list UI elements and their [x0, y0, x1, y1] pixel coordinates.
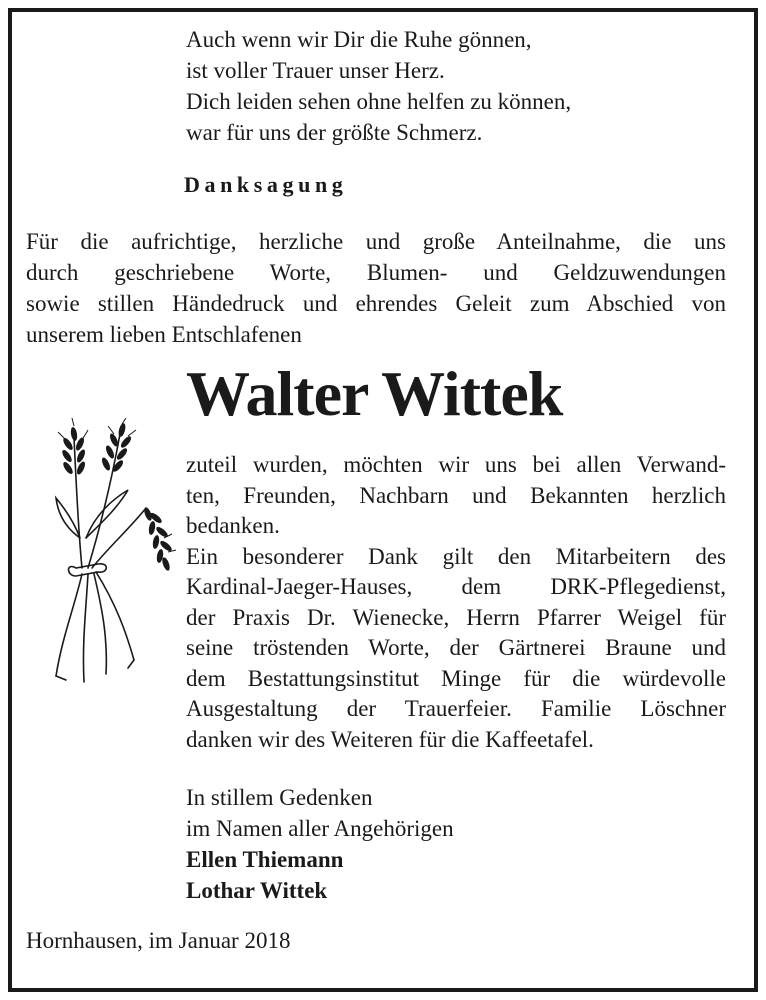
poem-line: Auch wenn wir Dir die Ruhe gönnen, [186, 27, 532, 52]
heading: Danksagung [184, 172, 348, 197]
body-line: danken wir des Weiteren für die Kaffeetafel. [186, 726, 594, 752]
body-line: der Praxis Dr. Wienecke, Herrn Pfarrer Weigel für [186, 604, 726, 630]
body-line: ten, Freunden, Nachbarn und Bekannten herzlich [186, 482, 726, 508]
body-line: Ausgestaltung der Trauerfeier. Familie Löschner [186, 696, 726, 721]
poem-line: ist voller Trauer unser Herz. [186, 58, 445, 83]
poem [186, 24, 571, 148]
intro-line: sowie stillen Händedruck und ehrendes Geleit zum Abschied von [26, 291, 726, 316]
intro-text [26, 226, 726, 350]
body-line: seine tröstenden Worte, der Gärtnerei Braune und [186, 635, 726, 660]
intro-line: unserem lieben Entschlafenen [26, 322, 302, 347]
closing-line: In stillem Gedenken [186, 785, 373, 810]
body-line: Kardinal-Jaeger-Hauses, dem DRK-Pflegedienst, [186, 574, 726, 599]
closing-line: im Namen aller Angehörigen [186, 816, 454, 841]
body-line: Ein besonderer Dank gilt den Mitarbeitern des [186, 543, 726, 569]
signer-name: Lothar Wittek [186, 878, 328, 903]
body-line: bedanken. [186, 513, 280, 538]
poem-line: war für uns der größte Schmerz. [186, 120, 483, 145]
body-text [186, 450, 726, 755]
body-line: zuteil wurden, möchten wir uns bei allen Verwand- [186, 452, 726, 477]
body-line: dem Bestattungsinstitut Minge für die würdevolle [186, 665, 726, 691]
deceased-name: Walter Wittek [186, 358, 563, 429]
closing [186, 782, 454, 906]
intro-line: Für die aufrichtige, herzliche und große Anteilnahme, die uns [26, 229, 726, 254]
place-date: Hornhausen, im Januar 2018 [26, 928, 291, 953]
wheat-bundle-icon [36, 418, 176, 690]
intro-line: durch geschriebene Worte, Blumen- und Geldzuwendungen [26, 260, 726, 285]
signer-name: Ellen Thiemann [186, 847, 344, 872]
poem-line: Dich leiden sehen ohne helfen zu können, [186, 89, 572, 114]
